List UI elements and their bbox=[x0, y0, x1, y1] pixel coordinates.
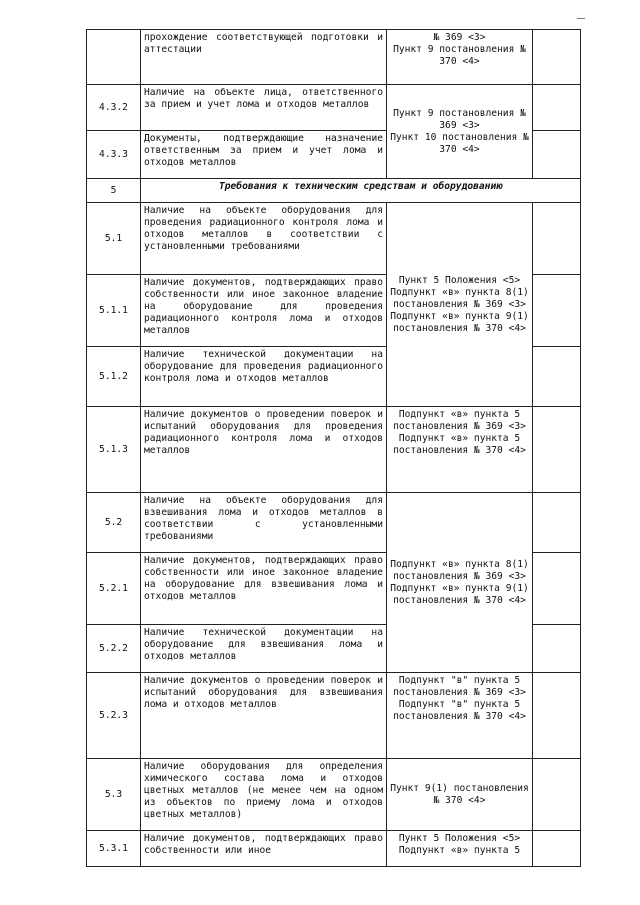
mark-cell bbox=[533, 759, 581, 831]
item-number: 5.1.1 bbox=[87, 275, 141, 347]
item-number: 4.3.3 bbox=[87, 131, 141, 179]
item-description: Наличие технической документации на оборудование для взвешивания лома и отходов металлов bbox=[141, 625, 387, 673]
table-row bbox=[87, 493, 581, 553]
item-description: прохождение соответствующей подготовки и аттестации bbox=[141, 30, 387, 85]
table-row bbox=[87, 30, 581, 85]
item-number: 5.1 bbox=[87, 203, 141, 275]
mark-cell bbox=[533, 493, 581, 553]
legal-reference: № 369 <3> Пункт 9 постановления № 370 <4> bbox=[387, 30, 533, 85]
mark-cell bbox=[533, 85, 581, 131]
item-description: Наличие документов, подтверждающих право собственности или иное законное владение на оборудование для взвешивания лома и отходов металлов bbox=[141, 553, 387, 625]
item-number: 5.2.1 bbox=[87, 553, 141, 625]
mark-cell bbox=[533, 203, 581, 275]
item-number: 5.1.3 bbox=[87, 407, 141, 493]
mark-cell bbox=[533, 275, 581, 347]
item-number: 5.2.3 bbox=[87, 673, 141, 759]
legal-reference: Пункт 9(1) постановления № 370 <4> bbox=[387, 759, 533, 831]
item-description: Наличие документов о проведении поверок и испытаний оборудования для проведения радиационного контроля лома и отходов металлов bbox=[141, 407, 387, 493]
item-description: Наличие документов, подтверждающих право собственности или иное bbox=[141, 831, 387, 867]
mark-cell bbox=[533, 553, 581, 625]
legal-reference: Подпункт «в» пункта 5 постановления № 369 <3> Подпункт «в» пункта 5 постановления № 370 <4> bbox=[387, 407, 533, 493]
table-row bbox=[87, 203, 581, 275]
corner-mark bbox=[577, 18, 585, 19]
table-row bbox=[87, 673, 581, 759]
item-description: Наличие на объекте оборудования для взвешивания лома и отходов металлов в соответствии с установленными требованиями bbox=[141, 493, 387, 553]
section-number: 5 bbox=[87, 179, 141, 203]
section-row bbox=[87, 179, 581, 203]
item-description: Наличие технической документации на оборудование для проведения радиационного контроля лома и отходов металлов bbox=[141, 347, 387, 407]
legal-reference: Пункт 5 Положения <5> Подпункт «в» пункта 5 bbox=[387, 831, 533, 867]
mark-cell bbox=[533, 673, 581, 759]
item-number: 5.3.1 bbox=[87, 831, 141, 867]
item-number: 5.2.2 bbox=[87, 625, 141, 673]
item-description: Документы, подтверждающие назначение ответственным за прием и учет лома и отходов металлов bbox=[141, 131, 387, 179]
item-number: 5.3 bbox=[87, 759, 141, 831]
mark-cell bbox=[533, 831, 581, 867]
item-description: Наличие документов о проведении поверок и испытаний оборудования для взвешивания лома и отходов металлов bbox=[141, 673, 387, 759]
mark-cell bbox=[533, 30, 581, 85]
requirements-table bbox=[86, 29, 581, 867]
item-number bbox=[87, 30, 141, 85]
item-description: Наличие оборудования для определения химического состава лома и отходов цветных металлов (не менее чем на одном из объектов по приему лома и отходов цветных металлов) bbox=[141, 759, 387, 831]
table-row bbox=[87, 831, 581, 867]
legal-reference: Подпункт «в» пункта 8(1) постановления № 369 <3> Подпункт «в» пункта 9(1) постановления № 370 <4> bbox=[387, 493, 533, 673]
table-row bbox=[87, 759, 581, 831]
item-description: Наличие на объекте лица, ответственного за прием и учет лома и отходов металлов bbox=[141, 85, 387, 131]
item-description: Наличие документов, подтверждающих право собственности или иное законное владение на оборудование для проведения радиационного контроля лома и отходов металлов bbox=[141, 275, 387, 347]
item-number: 5.1.2 bbox=[87, 347, 141, 407]
legal-reference: Пункт 5 Положения <5> Подпункт «в» пункта 8(1) постановления № 369 <3> Подпункт «в» пункта 9(1) постановления № 370 <4> bbox=[387, 203, 533, 407]
table-row bbox=[87, 85, 581, 131]
mark-cell bbox=[533, 347, 581, 407]
section-title: Требования к техническим средствам и оборудованию bbox=[141, 179, 581, 203]
table-row bbox=[87, 407, 581, 493]
item-number: 4.3.2 bbox=[87, 85, 141, 131]
item-number: 5.2 bbox=[87, 493, 141, 553]
mark-cell bbox=[533, 131, 581, 179]
mark-cell bbox=[533, 625, 581, 673]
legal-reference: Пункт 9 постановления № 369 <3> Пункт 10 постановления № 370 <4> bbox=[387, 85, 533, 179]
legal-reference: Подпункт "в" пункта 5 постановления № 369 <3> Подпункт "в" пункта 5 постановления № 370 <4> bbox=[387, 673, 533, 759]
mark-cell bbox=[533, 407, 581, 493]
item-description: Наличие на объекте оборудования для проведения радиационного контроля лома и отходов металлов в соответствии с установленными требованиями bbox=[141, 203, 387, 275]
